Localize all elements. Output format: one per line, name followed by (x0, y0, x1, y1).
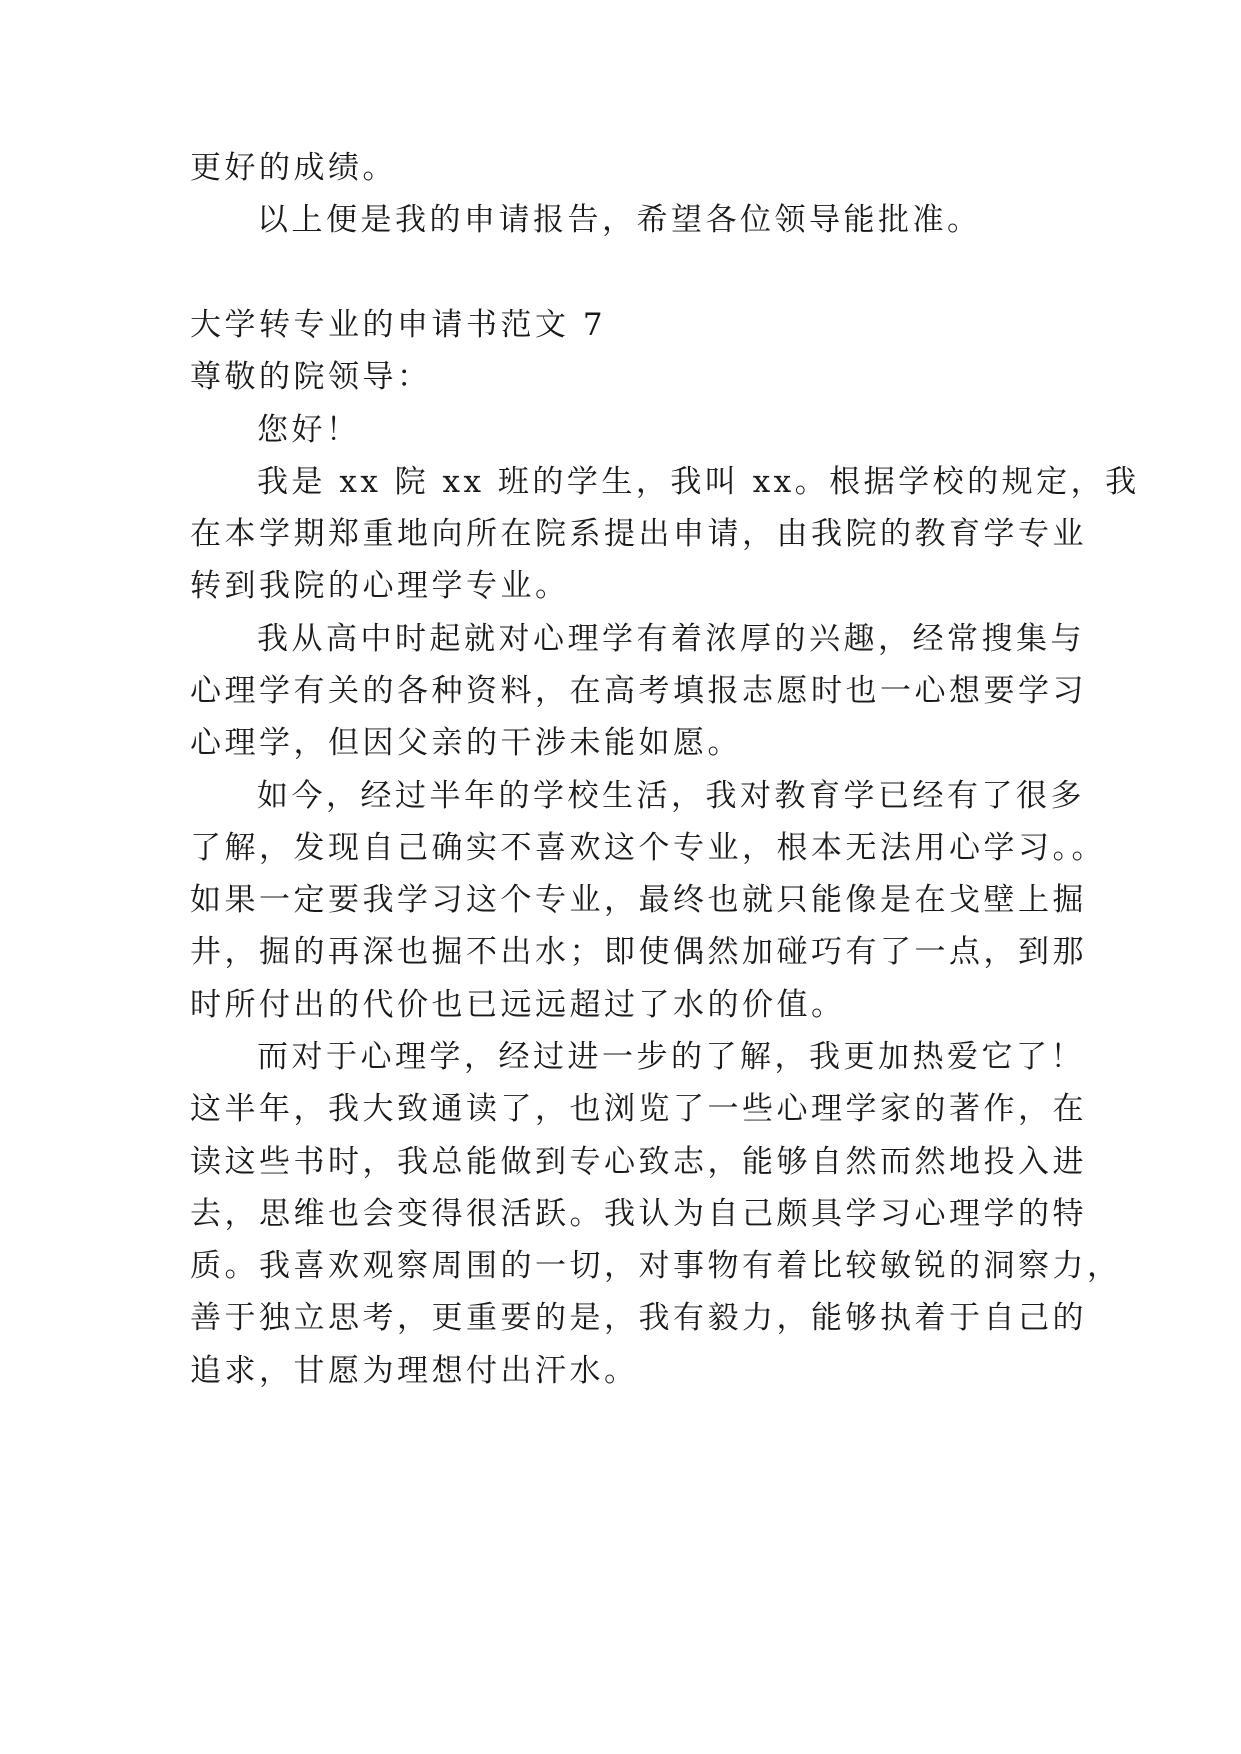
section-heading: 大学转专业的申请书范文 7 (190, 307, 607, 343)
salutation: 尊敬的院领导： (190, 359, 432, 395)
text-line: 更好的成绩。 (190, 150, 397, 186)
text-line: 我是 xx 院 xx 班的学生，我叫 xx。根据学校的规定，我 (257, 464, 1140, 500)
text-line: 去，思维也会变得很活跃。我认为自己颇具学习心理学的特 (190, 1196, 1087, 1232)
text-line: 如果一定要我学习这个专业，最终也就只能像是在戈壁上掘 (190, 882, 1087, 918)
text-line: 读这些书时，我总能做到专心致志，能够自然而然地投入进 (190, 1144, 1087, 1180)
text-line: 心理学，但因父亲的干涉未能如愿。 (190, 725, 742, 761)
text-line: 这半年，我大致通读了，也浏览了一些心理学家的著作，在 (190, 1091, 1087, 1127)
text-line: 质。我喜欢观察周围的一切，对事物有着比较敏锐的洞察力， (190, 1248, 1122, 1284)
text-line: 了解，发现自己确实不喜欢这个专业，根本无法用心学习。。 (190, 830, 1106, 866)
text-line: 我从高中时起就对心理学有着浓厚的兴趣，经常搜集与 (257, 621, 1085, 657)
text-line: 以上便是我的申请报告，希望各位领导能批准。 (257, 202, 982, 238)
text-line: 在本学期郑重地向所在院系提出申请，由我院的教育学专业 (190, 516, 1087, 552)
text-line: 时所付出的代价也已远远超过了水的价值。 (190, 987, 846, 1023)
text-line: 善于独立思考，更重要的是，我有毅力，能够执着于自己的 (190, 1300, 1087, 1336)
text-line: 如今，经过半年的学校生活，我对教育学已经有了很多 (257, 778, 1085, 814)
text-line: 转到我院的心理学专业。 (190, 568, 570, 604)
text-line: 井，掘的再深也掘不出水；即使偶然加碰巧有了一点，到那 (190, 934, 1087, 970)
text-line: 而对于心理学，经过进一步的了解，我更加热爱它了！ (257, 1039, 1085, 1075)
text-line: 心理学有关的各种资料，在高考填报志愿时也一心想要学习 (190, 673, 1087, 709)
greeting: 您好！ (257, 412, 361, 448)
text-line: 追求，甘愿为理想付出汗水。 (190, 1353, 639, 1389)
